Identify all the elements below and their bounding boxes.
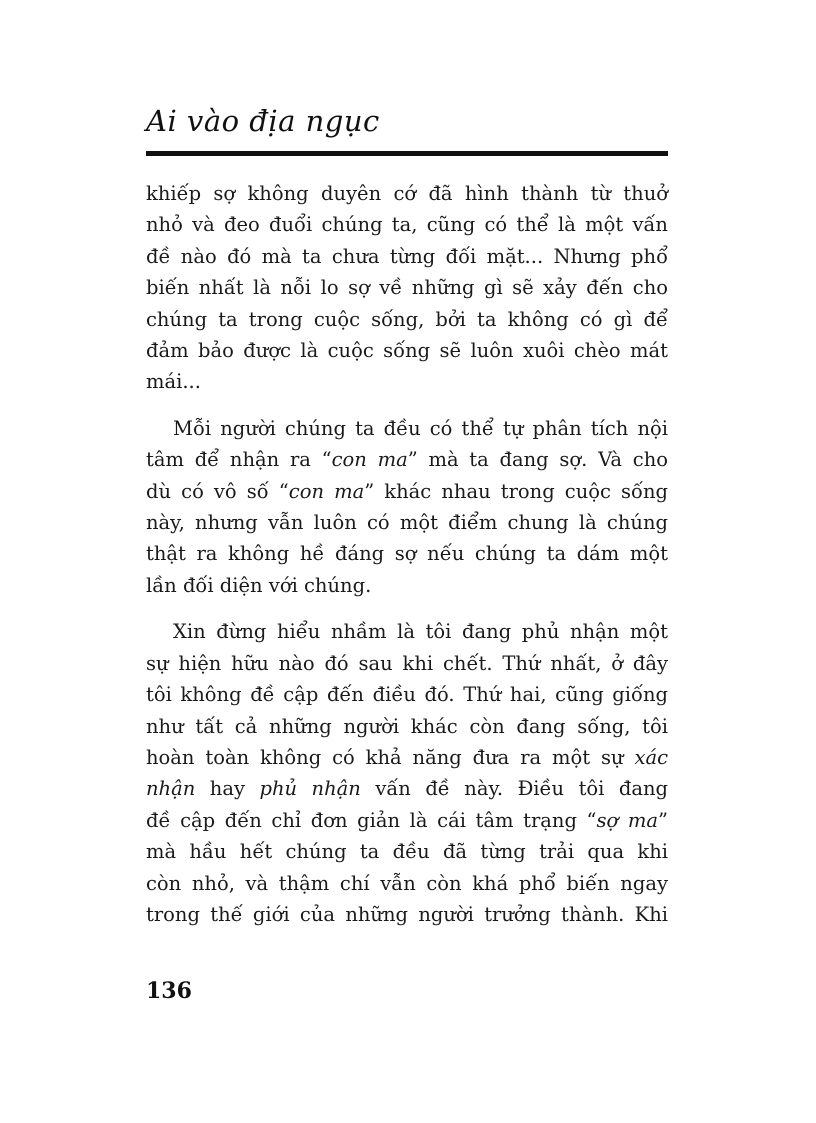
text-run: vấn đề này. Điều tôi đang bbox=[360, 777, 669, 801]
text-line: chúng ta trong cuộc sống, bởi ta không có gì để bbox=[146, 307, 668, 331]
italic-term: sợ ma bbox=[596, 808, 659, 832]
running-header-title: Ai vào địa ngục bbox=[146, 104, 380, 138]
body-text bbox=[146, 178, 668, 930]
text-line: nhỏ và đeo đuổi chúng ta, cũng có thể là một vấn bbox=[146, 213, 668, 237]
text-run: dù có vô số “ bbox=[146, 479, 289, 503]
text-line: biến nhất là nỗi lo sợ về những gì sẽ xảy đến cho bbox=[146, 276, 668, 300]
text-line: khiếp sợ không duyên cớ đã hình thành từ thuở bbox=[146, 182, 668, 205]
italic-term: xác bbox=[634, 745, 668, 769]
text-line: lần đối diện với chúng. bbox=[146, 573, 372, 597]
header-rule bbox=[146, 151, 668, 156]
paragraph-1 bbox=[146, 178, 668, 398]
text-run: ” khác nhau trong cuộc sống bbox=[364, 479, 668, 503]
text-run: đề cập đến chỉ đơn giản là cái tâm trạng “ bbox=[146, 808, 597, 832]
paragraph-3 bbox=[146, 616, 668, 930]
text-line bbox=[146, 742, 668, 773]
text-line bbox=[146, 773, 668, 804]
text-line: sự hiện hữu nào đó sau khi chết. Thứ nhất, ở đây bbox=[146, 651, 668, 675]
text-line: còn nhỏ, và thậm chí vẫn còn khá phổ biến ngay bbox=[146, 871, 668, 895]
text-line: Mỗi người chúng ta đều có thể tự phân tích nội bbox=[173, 416, 668, 440]
text-line: mái... bbox=[146, 370, 201, 394]
page-number: 136 bbox=[146, 978, 192, 1004]
text-line: mà hầu hết chúng ta đều đã từng trải qua khi bbox=[146, 840, 668, 864]
italic-term: con ma bbox=[288, 479, 365, 503]
text-line: Xin đừng hiểu nhầm là tôi đang phủ nhận một bbox=[173, 620, 668, 644]
italic-term: con ma bbox=[331, 448, 408, 472]
italic-term: nhận bbox=[146, 777, 196, 801]
text-line: tôi không đề cập đến điều đó. Thứ hai, cũng giống bbox=[146, 683, 668, 707]
text-run: tâm để nhận ra “ bbox=[146, 448, 332, 472]
text-run: hoàn toàn không có khả năng đưa ra một sự bbox=[146, 745, 635, 769]
text-run: ” bbox=[658, 808, 669, 832]
text-run: hay bbox=[195, 777, 260, 801]
text-run: ” mà ta đang sợ. Và cho bbox=[407, 448, 668, 472]
text-line: đảm bảo được là cuộc sống sẽ luôn xuôi chèo mát bbox=[146, 339, 668, 363]
text-line bbox=[146, 444, 668, 475]
text-line bbox=[146, 805, 668, 836]
text-line bbox=[146, 476, 668, 507]
text-line: đề nào đó mà ta chưa từng đối mặt... Nhưng phổ bbox=[146, 244, 668, 268]
text-line: như tất cả những người khác còn đang sống, tôi bbox=[146, 714, 668, 738]
paragraph-2 bbox=[146, 413, 668, 601]
text-line: này, nhưng vẫn luôn có một điểm chung là chúng bbox=[146, 511, 668, 535]
text-line: trong thế giới của những người trưởng thành. Khi bbox=[146, 902, 668, 926]
italic-term: phủ nhận bbox=[259, 777, 361, 801]
text-line: thật ra không hề đáng sợ nếu chúng ta dám một bbox=[146, 542, 668, 566]
